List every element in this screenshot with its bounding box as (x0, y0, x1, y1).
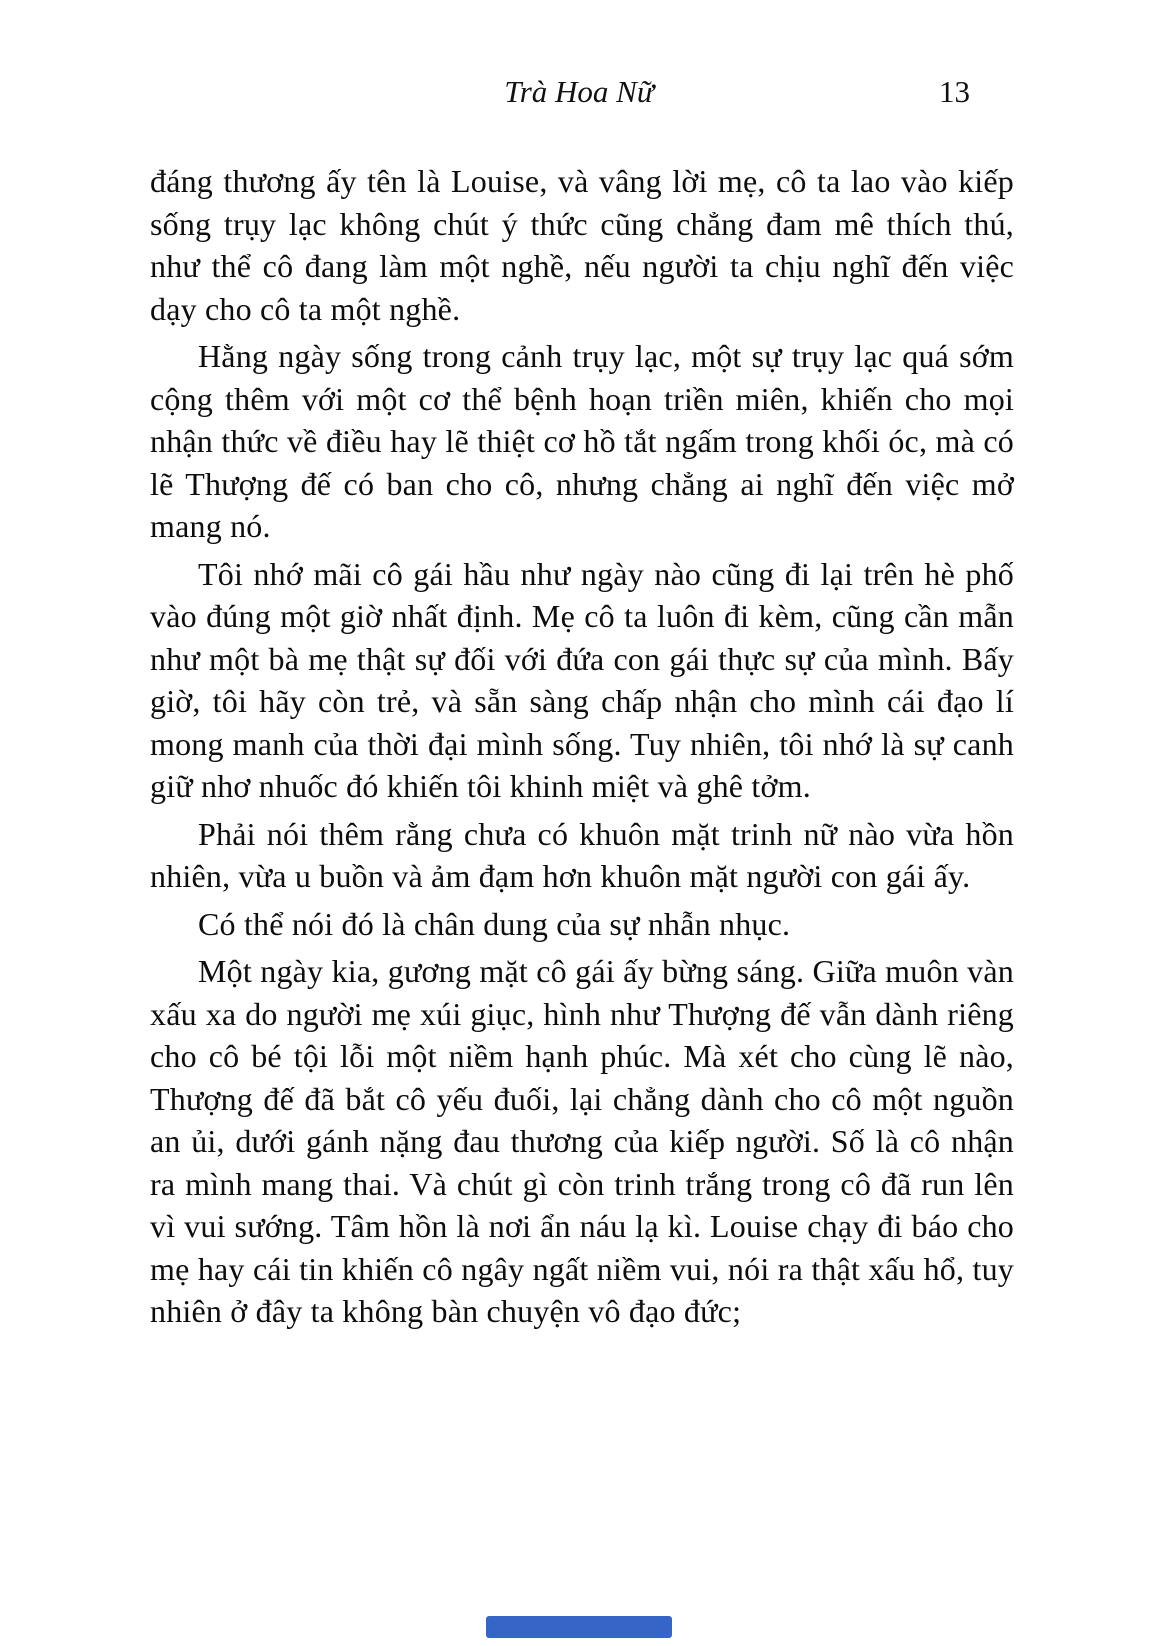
page-progress-indicator[interactable] (486, 1616, 672, 1638)
page-number: 13 (939, 74, 970, 109)
running-header-title: Trà Hoa Nữ (504, 74, 654, 109)
paragraph: Có thể nói đó là chân dung của sự nhẫn nhục. (198, 905, 791, 942)
paragraph: Hằng ngày sống trong cảnh trụy lạc, một sự trụy lạc quá sớm cộng thêm với một cơ thể bệnh hoạn triền miên, khiến cho mọi nhận thức về điều hay lẽ thiệt cơ hồ tắt ngấm trong khối óc, mà có lẽ Thượng đế có ban cho cô, nhưng chẳng ai nghĩ đến việc mở mang nó. (150, 338, 1014, 544)
paragraph: Phải nói thêm rằng chưa có khuôn mặt trinh nữ nào vừa hồn nhiên, vừa u buồn và ảm đạm hơn khuôn mặt người con gái ấy. (150, 815, 1014, 894)
paragraph: Một ngày kia, gương mặt cô gái ấy bừng sáng. Giữa muôn vàn xấu xa do người mẹ xúi giục, hình như Thượng đế vẫn dành riêng cho cô bé tội lỗi một niềm hạnh phúc. Mà xét cho cùng lẽ nào, Thượng đế đã bắt cô yếu đuối, lại chẳng dành cho cô một nguồn an ủi, dưới gánh nặng đau thương của kiếp người. Số là cô nhận ra mình mang thai. Và chút gì còn trinh trắng trong cô đã run lên vì vui sướng. Tâm hồn là nơi ẩn náu lạ kì. Louise chạy đi báo cho mẹ hay cái tin khiến cô ngây ngất niềm vui, nói ra thật xấu hổ, tuy nhiên ở đây ta không bàn chuyện vô đạo đức; (150, 953, 1014, 1329)
paragraph: đáng thương ấy tên là Louise, và vâng lời mẹ, cô ta lao vào kiếp sống trụy lạc không chút ý thức cũng chẳng đam mê thích thú, như thể cô đang làm một nghề, nếu người ta chịu nghĩ đến việc dạy cho cô ta một nghề. (150, 163, 1014, 327)
paragraph: Tôi nhớ mãi cô gái hầu như ngày nào cũng đi lại trên hè phố vào đúng một giờ nhất định. Mẹ cô ta luôn đi kèm, cũng cần mẫn như một bà mẹ thật sự đối với đứa con gái thực sự của mình. Bấy giờ, tôi hãy còn trẻ, và sẵn sàng chấp nhận cho mình cái đạo lí mong manh của thời đại mình sống. Tuy nhiên, tôi nhớ là sự canh giữ nhơ nhuốc đó khiến tôi khinh miệt và ghê tởm. (150, 555, 1014, 804)
page-body (150, 160, 1014, 1338)
